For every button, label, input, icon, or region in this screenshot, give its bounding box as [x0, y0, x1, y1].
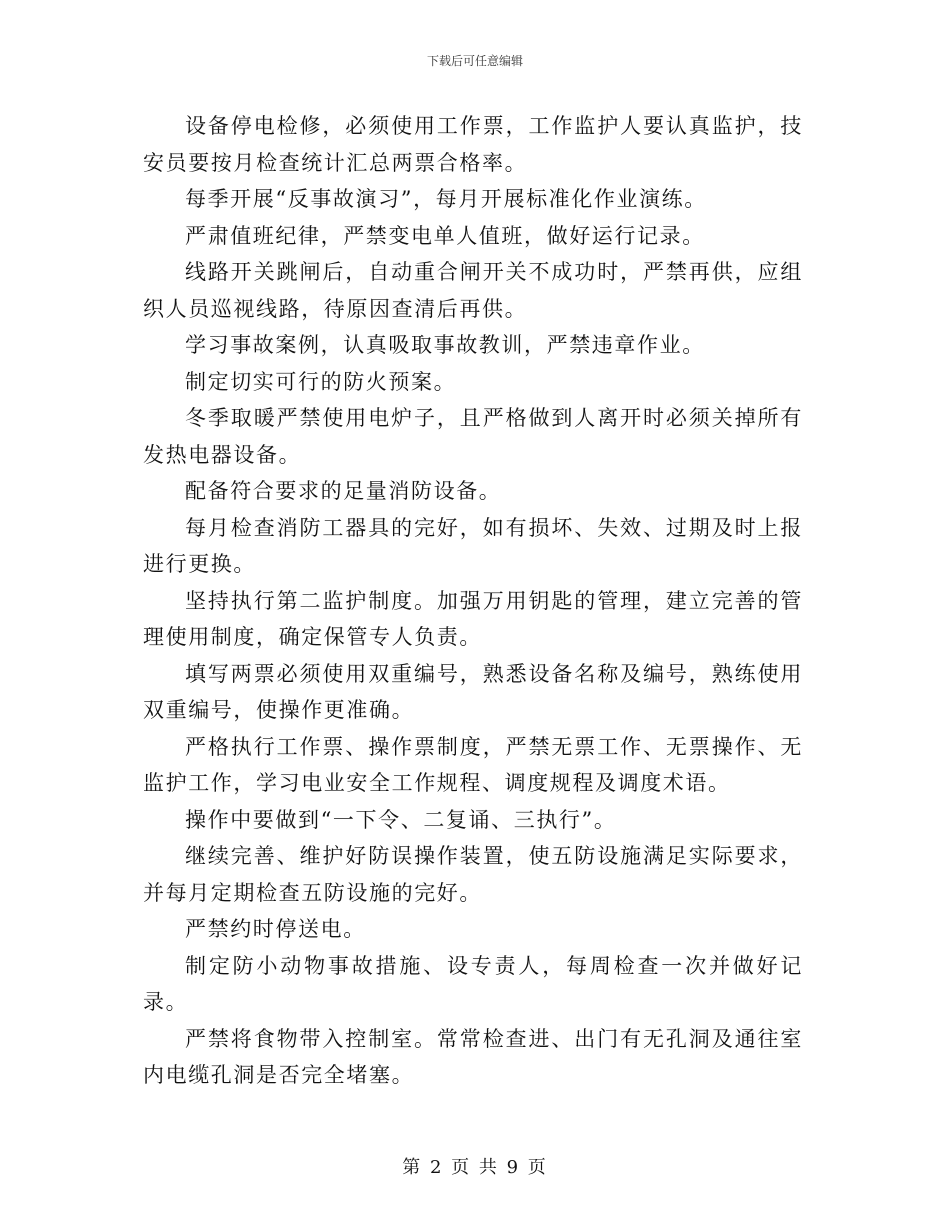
paragraph: 设备停电检修，必须使用工作票，工作监护人要认真监护，技安员要按月检查统计汇总两票合格率。	[143, 114, 803, 175]
paragraph: 配备符合要求的足量消防设备。	[185, 479, 502, 503]
paragraph: 每季开展“反事故演习”，每月开展标准化作业演练。	[185, 187, 707, 211]
paragraph: 制定防小动物事故措施、设专责人，每周检查一次并做好记录。	[143, 953, 803, 1014]
paragraph: 学习事故案例，认真吸取事故教训，严禁违章作业。	[185, 333, 705, 357]
paragraph: 继续完善、维护好防误操作装置，使五防设施满足实际要求，并每月定期检查五防设施的完好。	[143, 844, 803, 905]
paragraph: 严肃值班纪律，严禁变电单人值班，做好运行记录。	[185, 223, 705, 248]
paragraph: 线路开关跳闸后，自动重合闸开关不成功时，严禁再供，应组织人员巡视线路，待原因查清后再供。	[143, 260, 803, 321]
document-body	[143, 108, 803, 1094]
page-number-footer: 第 2 页 共 9 页	[402, 1157, 548, 1178]
paragraph: 制定切实可行的防火预案。	[185, 369, 457, 394]
paragraph: 严格执行工作票、操作票制度，严禁无票工作、无票操作、无监护工作，学习电业安全工作规程、调度规程及调度术语。	[143, 734, 803, 795]
paragraph: 操作中要做到“一下令、二复诵、三执行”。	[185, 807, 617, 832]
paragraph: 坚持执行第二监护制度。加强万用钥匙的管理，建立完善的管理使用制度，确定保管专人负责。	[143, 588, 803, 649]
paragraph: 冬季取暖严禁使用电炉子，且严格做到人离开时必须关掉所有发热电器设备。	[143, 406, 803, 467]
paragraph: 每月检查消防工器具的完好，如有损坏、失效、过期及时上报进行更换。	[143, 515, 803, 576]
paragraph: 填写两票必须使用双重编号，熟悉设备名称及编号，熟练使用双重编号，使操作更准确。	[143, 661, 803, 722]
page-header: 下载后可任意编辑	[426, 54, 523, 68]
paragraph: 严禁将食物带入控制室。常常检查进、出门有无孔洞及通往室内电缆孔洞是否完全堵塞。	[143, 1026, 803, 1087]
paragraph: 严禁约时停送电。	[185, 917, 366, 941]
